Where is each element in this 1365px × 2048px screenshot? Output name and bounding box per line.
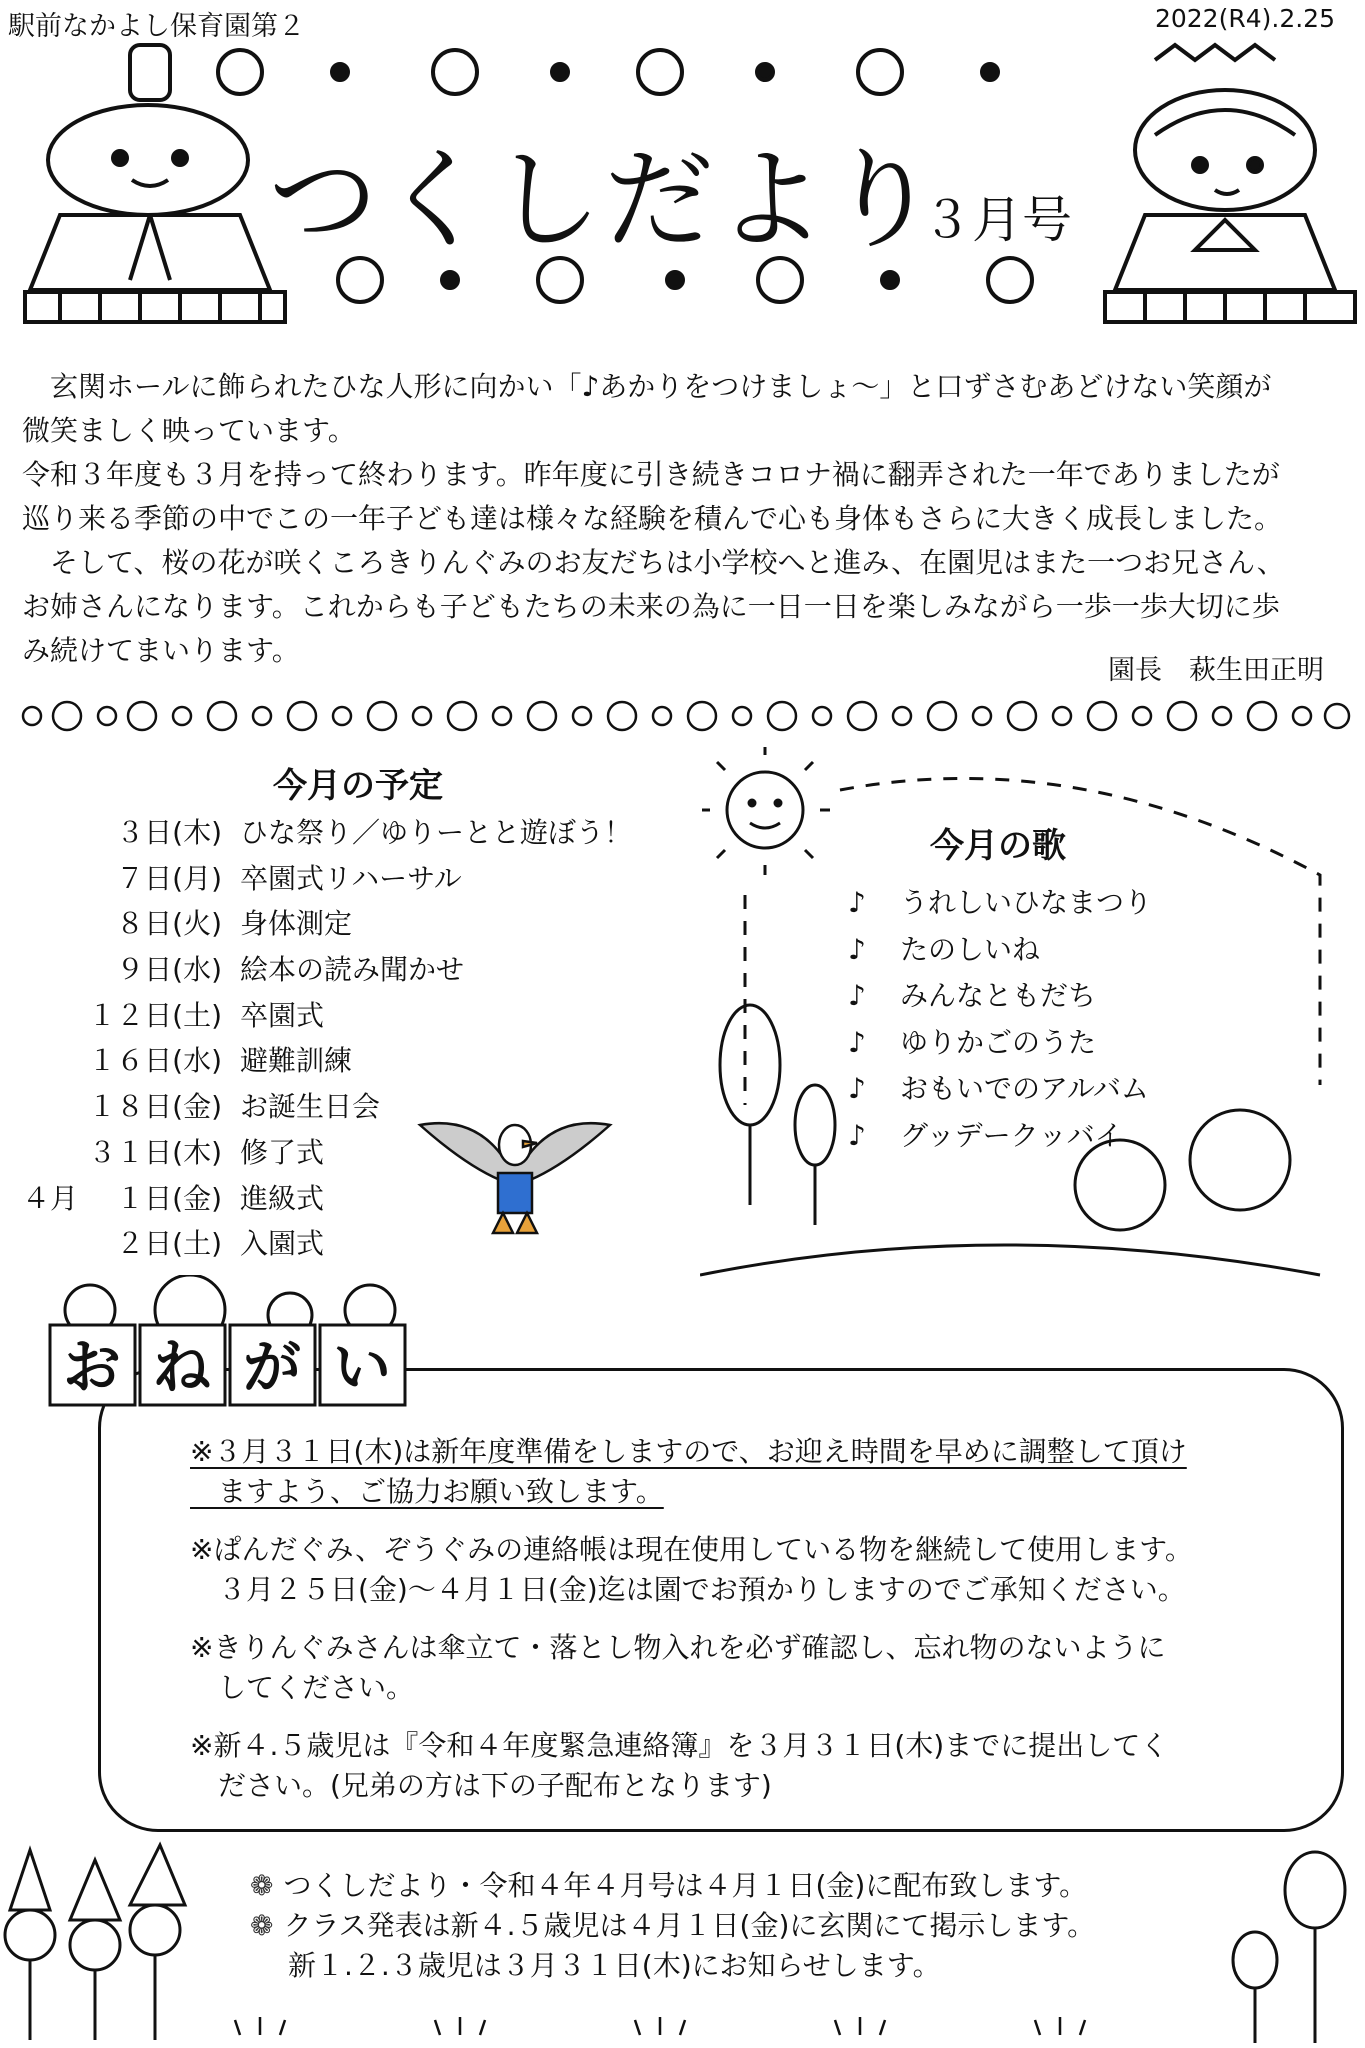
song-title: グッデークッバイ [900,1118,1123,1152]
onegai-char: お [62,1333,122,1401]
schedule-day: ８日(火) [116,907,222,941]
notice-line: してください。 [190,1671,415,1704]
footer-line: 新１.２.３歳児は３月３１日(木)にお知らせします。 [288,1949,941,1982]
song-item [848,880,1152,927]
intro-line: 玄関ホールに飾られたひな人形に向かい「♪あかりをつけましょ～」と口ずさむあどけない笑顔が [22,370,1272,403]
intro-line: 微笑ましく映っています。 [22,414,356,447]
schedule-day: ９日(水) [116,953,222,987]
schedule-event: ひな祭り／ゆりーとと遊ぼう！ [240,816,633,849]
schedule-day: １２日(土) [88,998,222,1032]
songs-list [848,880,1152,1159]
newsletter-title: つくしだより [268,136,940,264]
footer-line [250,1866,1095,1906]
song-title: たのしいね [900,932,1041,966]
song-item [848,1113,1152,1160]
intro-line: 巡り来る季節の中でこの一年子ども達は様々な経験を積んで心も身体もさらに大きく成長しました。 [22,502,1283,535]
notice-line: ※３月３１日(木)は新年度準備をしますので、お迎え時間を早めに調整して頂け [190,1435,1187,1468]
music-note-icon: ♪ [848,886,866,919]
schedule-day: １８日(金) [88,1090,222,1124]
issue-date: 2022(R4).2.25 [1154,4,1335,33]
onegai-animals-illustration [30,1275,430,1425]
schedule-month: ４月 [22,1181,79,1215]
schedule-event: 卒園式リハーサル [240,861,462,895]
schedule-day: ２日(土) [116,1227,222,1261]
notice-line: ますよう、ご協力お願い致します。 [190,1475,664,1508]
songs-heading: 今月の歌 [930,826,1066,866]
schedule-row [22,947,672,993]
song-title: おもいでのアルバム [900,1072,1149,1105]
schedule-row [22,810,672,856]
ohina-sama-illustration [1085,40,1365,330]
school-name: 駅前なかよし保育園第２ [8,11,305,42]
music-note-icon: ♪ [848,1072,866,1105]
notice-list [190,1432,1193,1824]
schedule-row [22,993,672,1039]
schedule-day: ３日(木) [116,816,222,849]
notice-line: ３月２５日(金)～４月１日(金)迄は園でお預かりしますのでご承知ください。 [190,1573,1186,1606]
song-title: みんなともだち [900,979,1097,1012]
notice-item [190,1432,1193,1512]
schedule-event: 絵本の読み聞かせ [240,953,465,987]
schedule-event: 入園式 [240,1227,325,1261]
notice-line: ※新４.５歳児は『令和４年度緊急連絡簿』を３月３１日(木)までに提出してく [190,1729,1169,1762]
intro-line: み続けてまいります。 [22,634,300,667]
schedule-event: 卒園式 [240,998,325,1032]
issue-label: ３月号 [922,191,1072,249]
song-item [848,1020,1152,1067]
intro-line: お姉さんになります。これからも子どもたちの未来の為に一日一日を楽しみながら一歩一歩大切に歩 [22,590,1280,623]
song-title: うれしいひなまつり [900,886,1153,919]
hina-band-decoration [12,692,1352,740]
principal-signature: 園長 萩生田正明 [1108,655,1324,686]
notice-line: ださい。(兄弟の方は下の子配布となります) [190,1769,772,1802]
grass-decoration [220,2010,1160,2040]
footer-text: つくしだより・令和４年４月号は４月１日(金)に配布致します。 [283,1869,1088,1902]
onegai-char: ね [152,1333,212,1401]
onegai-char: が [242,1333,302,1401]
notice-line: ※ぱんだぐみ、ぞうぐみの連絡帳は現在使用している物を継続して使用します。 [190,1533,1193,1566]
seagull-mascot-illustration [415,1105,615,1245]
footer-text: クラス発表は新４.５歳児は４月１日(金)に玄関にて掲示します。 [283,1909,1096,1942]
schedule-event: お誕生日会 [240,1090,381,1124]
music-note-icon: ♪ [848,979,866,1012]
onegai-char: い [332,1333,392,1401]
flower-bullet-icon: ❁ [250,1869,274,1902]
schedule-event: 避難訓練 [240,1044,353,1078]
schedule-day: １日(金) [116,1181,222,1215]
intro-message [22,365,1342,673]
schedule-day: １６日(水) [88,1044,222,1078]
schedule-event: 修了式 [240,1135,325,1169]
notice-item [190,1530,1193,1610]
music-note-icon: ♪ [848,1025,866,1059]
footer-line [250,1906,1095,1946]
tsukushi-couple-illustration [1220,1850,1360,2048]
song-item [848,927,1152,974]
intro-line: 令和３年度も３月を持って終わります。昨年度に引き続きコロナ禍に翻弄された一年でありましたが [22,458,1280,491]
footer-announcements [250,1866,1095,1986]
schedule-event: 身体測定 [240,907,353,941]
schedule-day: ３１日(木) [88,1135,222,1169]
schedule-row [22,856,672,902]
schedule-heading: 今月の予定 [273,766,443,806]
schedule-row [22,1038,672,1084]
song-item [848,973,1152,1020]
notice-line: ※きりんぐみさんは傘立て・落とし物入れを必ず確認し、忘れ物のないように [190,1631,1166,1664]
song-item [848,1066,1152,1113]
song-title: ゆりかごのうた [900,1025,1097,1059]
intro-line: そして、桜の花が咲くころきりんぐみのお友だちは小学校へと進み、在園児はまた一つお兄さん、 [22,546,1285,579]
party-tsukushi-illustration [0,1840,220,2048]
music-note-icon: ♪ [848,1118,866,1152]
schedule-event: 進級式 [240,1181,325,1215]
flower-decoration-top [200,42,1080,112]
flower-bullet-icon: ❁ [250,1909,274,1942]
notice-item [190,1628,1193,1708]
notice-item [190,1726,1193,1806]
music-note-icon: ♪ [848,932,866,966]
schedule-day: ７日(月) [116,861,222,895]
schedule-row [22,901,672,947]
